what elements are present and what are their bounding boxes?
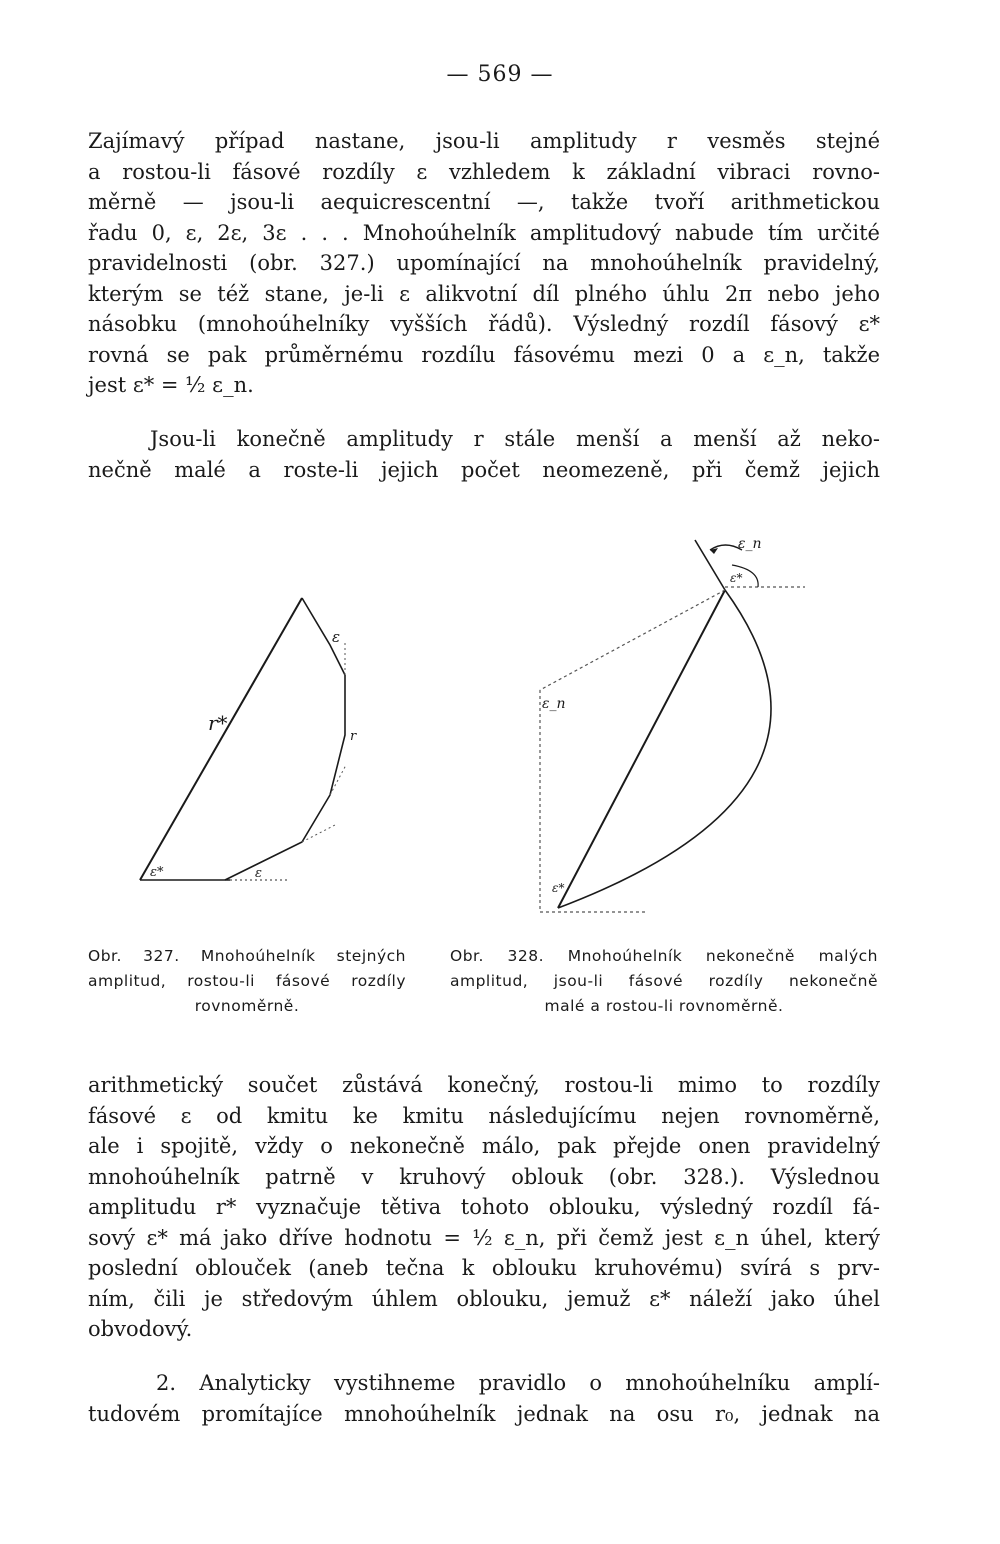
- text-line: arithmetický součet zůstává konečný, rostou-li mimo to rozdíly: [88, 1073, 880, 1097]
- text-line: Zajímavý případ nastane, jsou-li amplitudy r vesměs stejné: [88, 129, 880, 153]
- text-line: fásové ε od kmitu ke kmitu následujícímu nejen rovnoměrně,: [88, 1103, 880, 1128]
- caption-328: [450, 944, 878, 1019]
- caption-line: rovnoměrně.: [194, 997, 300, 1015]
- text-line: mnohoúhelník patrně v kruhový oblouk (obr. 328.). Výslednou: [88, 1164, 880, 1189]
- polygon-sides: [225, 598, 345, 880]
- figure-327: [120, 580, 420, 900]
- paragraph-4: [88, 1368, 880, 1429]
- caption-line: Obr. 327. Mnohoúhelník stejných: [88, 947, 406, 965]
- text-line: měrně — jsou-li aequicrescentní —, takže tvoří arithmetickou: [88, 190, 880, 214]
- chord-r: [140, 598, 302, 880]
- tangent-top: [695, 540, 725, 590]
- label-r-star: r*: [208, 711, 228, 735]
- label-eps-star: ε*: [150, 865, 164, 880]
- label-eps-n-top: ε_n: [738, 536, 762, 552]
- text-line: a rostou-li fásové rozdíly ε vzhledem k základní vibraci rovno-: [88, 159, 880, 184]
- text-line: sový ε* má jako dříve hodnotu = ½ ε_n, při čemž jest ε_n úhel, který: [88, 1225, 880, 1250]
- dotted-ext: [330, 765, 346, 795]
- paragraph-3: [88, 1070, 880, 1345]
- text-line: amplitudu r* vyznačuje tětiva tohoto oblouku, výsledný rozdíl fá-: [88, 1195, 880, 1219]
- paragraph-2: [88, 424, 880, 485]
- caption-327: [88, 944, 406, 1019]
- figure-328: [520, 530, 820, 920]
- text-line: obvodový.: [88, 1317, 193, 1341]
- caption-line: amplitud, rostou-li fásové rozdíly: [88, 972, 406, 990]
- text-line: ním, čili je středovým úhlem oblouku, jemuž ε* náleží jako úhel: [88, 1286, 880, 1311]
- page-number: — 569 —: [446, 62, 554, 87]
- label-eps-star-top: ε*: [730, 571, 743, 585]
- label-eps-n-left: ε_n: [542, 696, 566, 712]
- text-line: tudovém promítajíce mnohoúhelník jednak na osu r₀, jednak na: [88, 1401, 880, 1426]
- dotted-diagonal: [540, 590, 725, 690]
- label-eps-star-bottom: ε*: [552, 881, 565, 895]
- chord-r-star: [558, 590, 725, 908]
- text-line: nečně malé a roste-li jejich počet neomezeně, při čemž jejich: [88, 457, 880, 482]
- text-line: rovná se pak průměrnému rozdílu fásovému mezi 0 a ε_n, takže: [88, 342, 880, 367]
- text-line: pravidelnosti (obr. 327.) upomínající na mnohoúhelník pravidelný,: [88, 251, 880, 275]
- text-line: násobku (mnohoúhelníky vyšších řádů). Výsledný rozdíl fásový ε*: [88, 312, 880, 336]
- caption-line: amplitud, jsou-li fásové rozdíly nekonečně: [450, 972, 878, 990]
- text-line: řadu 0, ε, 2ε, 3ε . . . Mnohoúhelník amplitudový nabude tím určité: [88, 220, 880, 245]
- text-line: jest ε* = ½ ε_n.: [88, 373, 254, 397]
- arc: [558, 590, 771, 908]
- text-line: 2. Analyticky vystihneme pravidlo o mnohoúhelníku amplí-: [156, 1371, 880, 1395]
- label-eps-side: r: [350, 729, 357, 744]
- text-line: Jsou-li konečně amplitudy r stále menší a menší až neko-: [150, 427, 880, 451]
- text-line: kterým se též stane, je-li ε alikvotní díl plného úhlu 2π nebo jeho: [88, 281, 880, 306]
- label-eps-top: ε: [332, 628, 341, 646]
- paragraph-1: [88, 126, 880, 401]
- text-line: ale i spojitě, vždy o nekonečně málo, pak přejde onen pravidelný: [88, 1134, 880, 1158]
- caption-line: malé a rostou-li rovnoměrně.: [544, 997, 784, 1015]
- label-eps-bottom: ε: [255, 866, 262, 881]
- text-line: poslední oblouček (aneb tečna k oblouku kruhovému) svírá s prv-: [88, 1256, 880, 1280]
- caption-line: Obr. 328. Mnohoúhelník nekonečně malých: [450, 947, 878, 965]
